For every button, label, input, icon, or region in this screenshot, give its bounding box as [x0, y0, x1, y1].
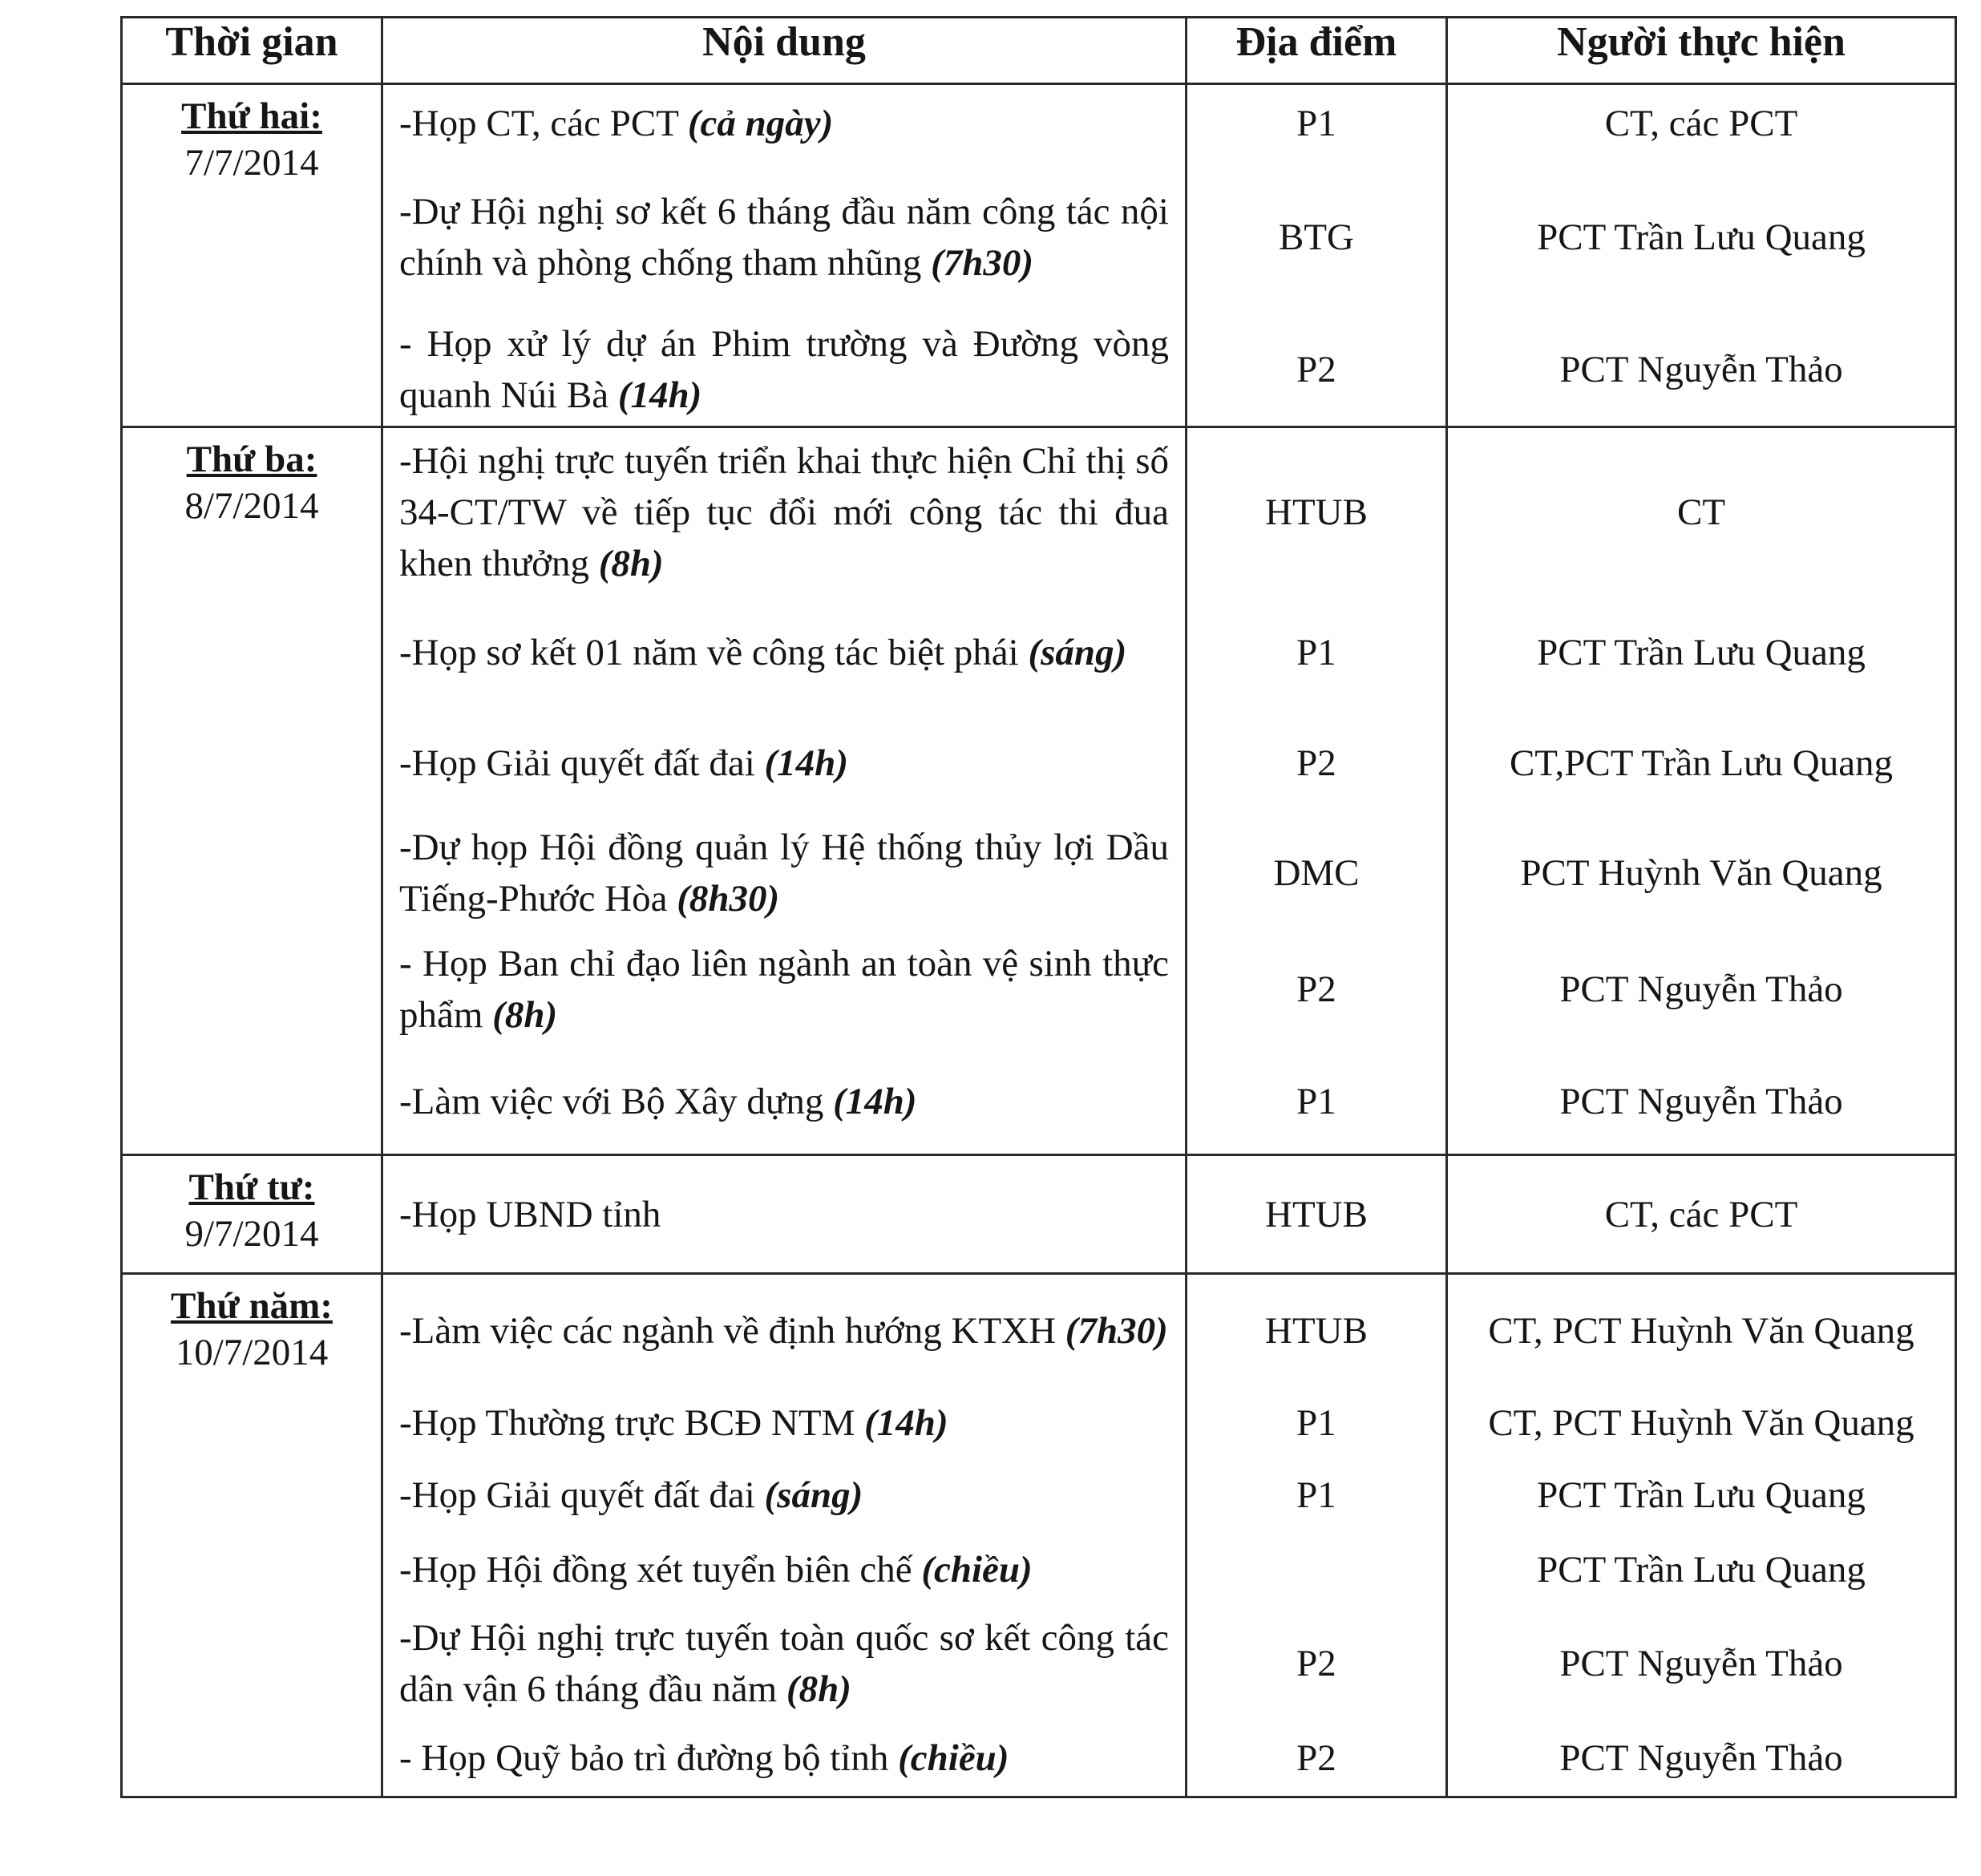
event-content	[383, 709, 1185, 817]
day-date: 9/7/2014	[184, 1213, 319, 1255]
person-cell	[1447, 84, 1956, 427]
event-content	[383, 428, 1185, 596]
event-text: - Họp Ban chỉ đạo liên ngành an toàn vệ sinh thực phẩm	[399, 943, 1169, 1036]
content-cell	[382, 84, 1187, 427]
event-time: (chiều)	[921, 1548, 1033, 1591]
event-person: PCT Nguyễn Thảo	[1559, 1737, 1843, 1779]
event-text: -Họp Hội đồng xét tuyển biên chế	[399, 1548, 922, 1591]
event-location	[1187, 1531, 1445, 1607]
event-location: P2	[1296, 968, 1336, 1010]
event-text: - Họp xử lý dự án Phim trường và Đường vòng quanh Núi Bà	[399, 323, 1169, 416]
event-location: P2	[1296, 349, 1336, 390]
event-location: P1	[1296, 632, 1336, 673]
header-person: Người thực hiện	[1447, 18, 1956, 84]
day-name: Thứ năm:	[171, 1285, 333, 1327]
event-content	[383, 1607, 1185, 1720]
event-time: (sáng)	[1028, 632, 1127, 673]
event-text: -Dự Hội nghị sơ kết 6 tháng đầu năm công tác nội chính và phòng chống tham nhũng	[399, 191, 1169, 284]
event-time: (14h)	[833, 1081, 917, 1122]
event-text: -Hội nghị trực tuyến triển khai thực hiện Chỉ thị số 34-CT/TW về tiếp tục đổi mới công tác thi đua khen thưởng	[399, 440, 1169, 584]
event-location: HTUB	[1265, 1310, 1368, 1352]
day-cell	[122, 84, 382, 427]
event-person: PCT Trần Lưu Quang	[1537, 1474, 1866, 1516]
event-time: (7h30)	[1065, 1310, 1168, 1352]
event-content	[383, 817, 1185, 929]
event-text: -Họp Thường trực BCĐ NTM	[399, 1402, 865, 1444]
day-name: Thứ hai:	[181, 95, 322, 137]
day-row-tuesday	[122, 427, 1956, 1155]
event-text: -Họp sơ kết 01 năm về công tác biệt phái	[399, 632, 1029, 673]
header-time: Thời gian	[122, 18, 382, 84]
event-content	[383, 596, 1185, 709]
event-person: PCT Nguyễn Thảo	[1559, 1643, 1843, 1684]
event-content	[383, 1387, 1185, 1459]
person-cell	[1447, 427, 1956, 1155]
event-person: PCT Nguyễn Thảo	[1559, 1081, 1843, 1122]
content-cell	[382, 1274, 1187, 1797]
schedule-table	[120, 16, 1957, 1798]
day-cell	[122, 427, 382, 1155]
event-text: -Họp Giải quyết đất đai	[399, 1474, 765, 1516]
event-location: P1	[1296, 102, 1336, 144]
event-location: P2	[1296, 1737, 1336, 1779]
event-content	[383, 1275, 1185, 1387]
day-row-monday	[122, 84, 1956, 427]
event-person: CT,PCT Trần Lưu Quang	[1509, 742, 1894, 784]
header-content: Nội dung	[382, 18, 1187, 84]
event-time: (14h)	[617, 374, 702, 416]
event-text: -Họp Giải quyết đất đai	[399, 742, 765, 784]
event-content	[383, 1531, 1185, 1607]
event-text: - Họp Quỹ bảo trì đường bộ tỉnh	[399, 1737, 899, 1779]
event-time: (14h)	[864, 1402, 948, 1444]
person-cell	[1447, 1274, 1956, 1797]
content-cell	[382, 427, 1187, 1155]
event-text: -Dự Hội nghị trực tuyến toàn quốc sơ kết công tác dân vận 6 tháng đầu năm	[399, 1617, 1169, 1710]
event-text: -Làm việc với Bộ Xây dựng	[399, 1081, 834, 1122]
event-person: PCT Huỳnh Văn Quang	[1520, 852, 1882, 894]
event-content	[383, 1049, 1185, 1154]
event-location: P2	[1296, 1643, 1336, 1684]
event-location: P1	[1296, 1474, 1336, 1516]
event-time: (sáng)	[764, 1474, 863, 1516]
event-time: (cả ngày)	[687, 102, 834, 144]
event-location: P1	[1296, 1081, 1336, 1122]
location-cell	[1187, 1155, 1447, 1274]
location-cell	[1187, 1274, 1447, 1797]
event-location: BTG	[1279, 216, 1354, 258]
event-person: CT, các PCT	[1604, 1193, 1798, 1235]
event-content	[383, 1459, 1185, 1531]
content-cell	[382, 1155, 1187, 1274]
event-time: (8h)	[786, 1668, 851, 1710]
event-person: PCT Trần Lưu Quang	[1537, 1548, 1866, 1591]
day-name: Thứ ba:	[186, 439, 317, 480]
day-cell	[122, 1274, 382, 1797]
event-location: HTUB	[1265, 491, 1368, 533]
event-content	[383, 161, 1185, 313]
day-name: Thứ tư:	[188, 1166, 315, 1208]
event-time: (8h30)	[677, 878, 780, 920]
event-person: PCT Trần Lưu Quang	[1537, 216, 1866, 258]
event-text: -Làm việc các ngành về định hướng KTXH	[399, 1310, 1065, 1352]
day-row-thursday	[122, 1274, 1956, 1797]
event-content	[383, 1720, 1185, 1796]
event-location: HTUB	[1265, 1193, 1368, 1235]
event-location: P2	[1296, 742, 1336, 784]
location-cell	[1187, 427, 1447, 1155]
event-text: -Họp UBND tỉnh	[399, 1193, 661, 1235]
day-date: 8/7/2014	[184, 485, 319, 527]
event-person: PCT Nguyễn Thảo	[1559, 349, 1843, 390]
event-person: PCT Trần Lưu Quang	[1537, 632, 1866, 673]
day-cell	[122, 1155, 382, 1274]
day-date: 10/7/2014	[175, 1332, 329, 1373]
event-location: DMC	[1273, 852, 1360, 894]
event-text: -Họp CT, các PCT	[399, 102, 688, 144]
event-person: CT, các PCT	[1604, 102, 1798, 144]
location-cell	[1187, 84, 1447, 427]
event-time: (8h)	[492, 994, 558, 1036]
event-text: -Dự họp Hội đồng quản lý Hệ thống thủy lợi Dầu Tiếng-Phước Hòa	[399, 827, 1169, 920]
event-time: (8h)	[598, 543, 664, 584]
header-row	[122, 18, 1956, 84]
event-time: (14h)	[764, 742, 848, 784]
header-location: Địa điểm	[1187, 18, 1447, 84]
event-content	[383, 313, 1185, 426]
event-content	[383, 85, 1185, 161]
event-person: CT	[1676, 491, 1726, 533]
event-person: CT, PCT Huỳnh Văn Quang	[1488, 1310, 1914, 1352]
event-content	[383, 929, 1185, 1049]
event-person: PCT Nguyễn Thảo	[1559, 968, 1843, 1010]
event-time: (chiều)	[898, 1737, 1009, 1779]
event-content	[383, 1156, 1185, 1272]
person-cell	[1447, 1155, 1956, 1274]
event-time: (7h30)	[931, 242, 1034, 284]
day-date: 7/7/2014	[184, 142, 319, 184]
event-person: CT, PCT Huỳnh Văn Quang	[1488, 1402, 1914, 1444]
day-row-wednesday	[122, 1155, 1956, 1274]
event-location: P1	[1296, 1402, 1336, 1444]
